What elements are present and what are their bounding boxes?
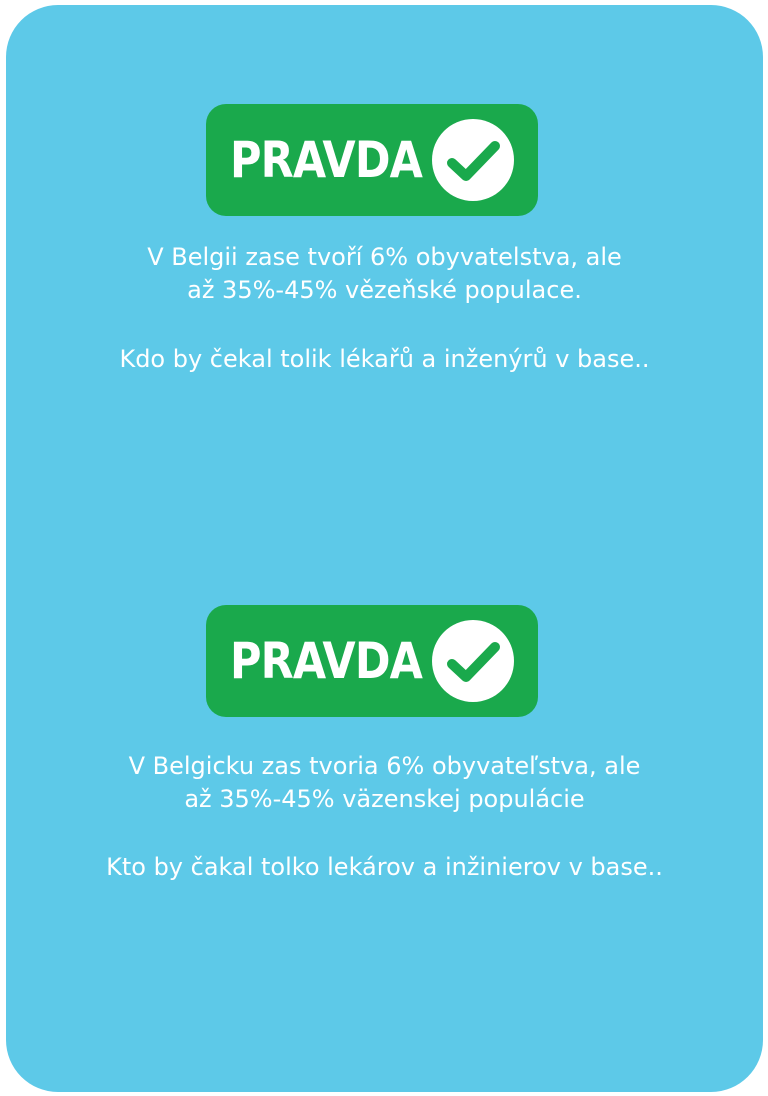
czech-claim-line-1: V Belgii zase tvoří 6% obyvatelstva, ale — [147, 243, 622, 271]
card — [6, 5, 763, 1092]
pravda-badge — [206, 605, 538, 717]
czech-comment — [6, 343, 763, 376]
badge-label: PRAVDA — [230, 131, 423, 189]
check-circle-icon — [432, 620, 514, 702]
badge-label: PRAVDA — [230, 632, 423, 690]
czech-claim-line-2: až 35%-45% vězeňské populace. — [187, 276, 582, 304]
czech-comment-line: Kdo by čekal tolik lékařů a inženýrů v base.. — [119, 345, 650, 373]
slovak-comment-line: Kto by čakal tolko lekárov a inžinierov v base.. — [106, 853, 663, 881]
slovak-claim — [6, 750, 763, 816]
pravda-badge — [206, 104, 538, 216]
slovak-claim-line-1: V Belgicku zas tvoria 6% obyvateľstva, ale — [128, 752, 641, 780]
slovak-claim-line-2: až 35%-45% väzenskej populácie — [184, 785, 585, 813]
check-circle-icon — [432, 119, 514, 201]
czech-claim — [6, 241, 763, 307]
slovak-comment — [6, 851, 763, 884]
